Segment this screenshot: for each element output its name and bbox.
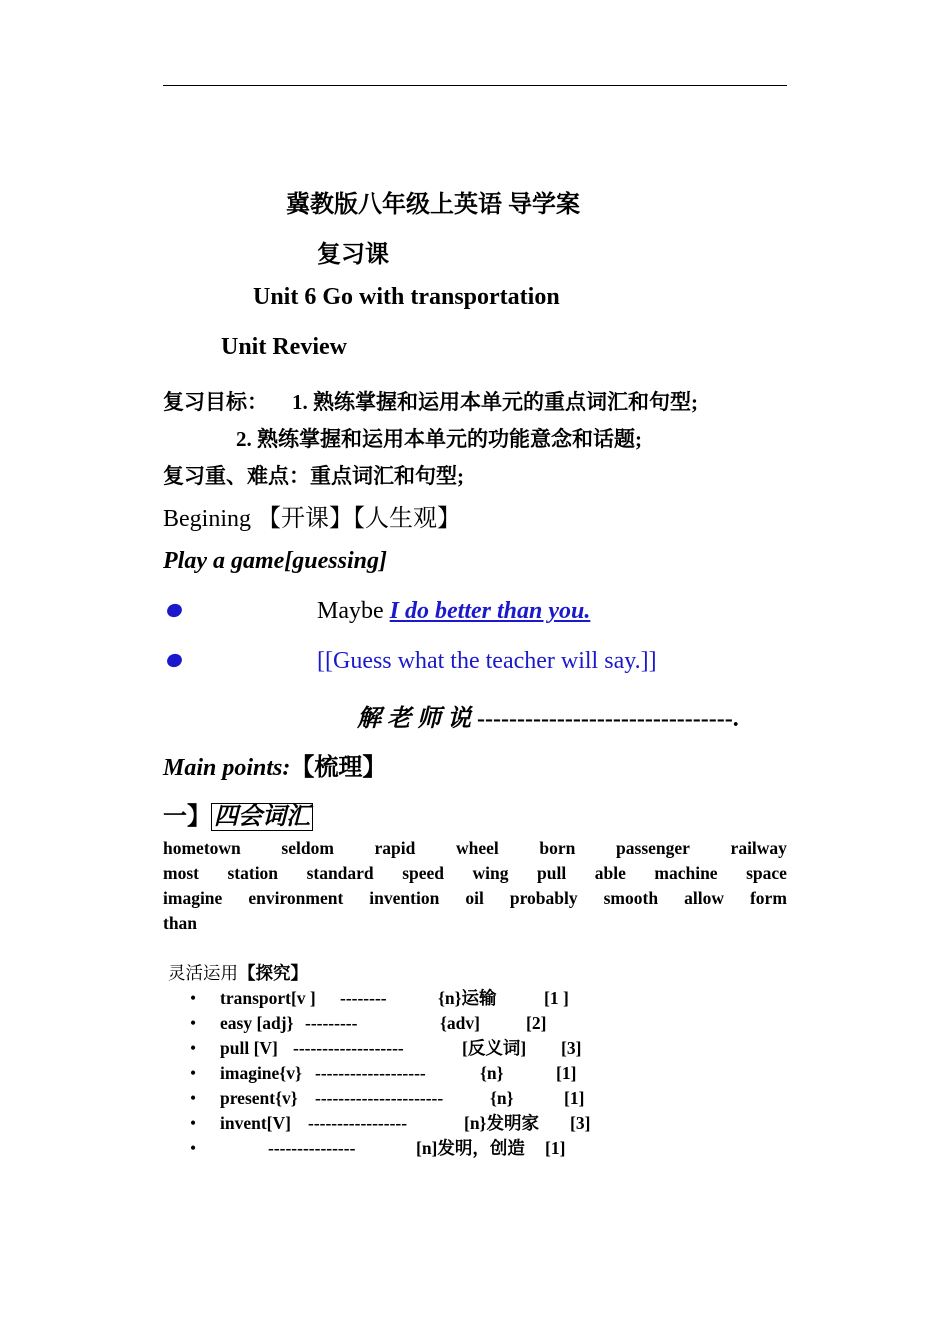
vocab-word: pull: [537, 863, 567, 883]
practice-word: easy [adj}: [220, 1013, 294, 1033]
list-item: [190, 1111, 610, 1136]
vocab-word: invention: [369, 888, 440, 908]
vocab-word: standard: [306, 863, 374, 883]
vocab-word: seldom: [281, 838, 334, 858]
main-points-label: Main points:: [163, 755, 291, 781]
vocab-word: born: [539, 838, 576, 858]
vocab-word: form: [749, 888, 787, 908]
document-title: 冀教版八年级上英语 导学案: [286, 192, 580, 218]
practice-label: 灵活运用: [168, 963, 238, 983]
bullet-icon: •: [190, 1038, 197, 1058]
vocab-row: [163, 836, 787, 861]
practice-answer: [反义词]: [462, 1038, 527, 1058]
bullet-1-prefix: Maybe: [317, 598, 390, 624]
practice-dash: ----------------------: [315, 1088, 444, 1108]
vocab-word: environment: [248, 888, 344, 908]
practice-answer: {n}运输: [438, 988, 497, 1008]
teacher-says-blank: --------------------------------.: [477, 706, 739, 732]
vocab-word: allow: [684, 888, 724, 908]
section-1-heading: [163, 796, 313, 831]
bullet-icon: •: [190, 1013, 197, 1033]
vocab-word: machine: [654, 863, 718, 883]
practice-answer: [n}发明家: [464, 1113, 539, 1133]
list-item: [190, 1011, 590, 1036]
practice-score: [1]: [545, 1138, 566, 1158]
bullet-1-link[interactable]: I do better than you.: [389, 598, 591, 624]
list-item: [190, 986, 590, 1011]
practice-word: present{v}: [220, 1088, 298, 1108]
practice-word: pull [V]: [220, 1038, 278, 1058]
bullet-icon: •: [190, 988, 197, 1008]
practice-score: [2]: [526, 1013, 547, 1033]
teacher-says-label: 解老师说: [357, 706, 477, 732]
key-points: 复习重、难点：重点词汇和句型;: [163, 464, 464, 488]
practice-label-bold: 【探究】: [238, 963, 308, 983]
practice-word: imagine{v}: [220, 1063, 302, 1083]
document-subtitle: 复习课: [317, 242, 389, 268]
bullet-icon: •: [190, 1088, 197, 1108]
practice-word: invent[V]: [220, 1113, 291, 1133]
bullet-dot-icon: [165, 602, 184, 619]
vocab-word: space: [746, 863, 787, 883]
vocab-word: wheel: [456, 838, 499, 858]
unit-review-heading: Unit Review: [221, 334, 347, 360]
practice-dash: -----------------: [308, 1113, 408, 1133]
goals-label: 复习目标：: [163, 390, 268, 414]
list-item: [190, 1061, 610, 1086]
practice-answer: [n]发明，创造: [416, 1138, 525, 1158]
practice-answer: {adv]: [440, 1013, 480, 1033]
practice-dash: -------------------: [315, 1063, 426, 1083]
header-rule: [163, 85, 787, 86]
goal-item-1: 1. 熟练掌握和运用本单元的重点词汇和句型;: [292, 390, 698, 414]
practice-word: transport[v ]: [220, 988, 316, 1008]
main-points-heading: [163, 747, 386, 782]
vocab-word: smooth: [603, 888, 659, 908]
vocab-word: rapid: [374, 838, 416, 858]
practice-dash: --------: [340, 988, 387, 1008]
practice-score: [3]: [570, 1113, 591, 1133]
vocab-word: speed: [402, 863, 444, 883]
vocab-word: hometown: [163, 838, 241, 858]
practice-score: [1]: [564, 1088, 585, 1108]
vocab-row: [163, 861, 787, 886]
practice-heading: [168, 960, 308, 985]
vocab-row: [163, 886, 787, 911]
vocab-word: most: [163, 863, 199, 883]
practice-dash: -------------------: [293, 1038, 404, 1058]
practice-dash: ---------------: [268, 1138, 356, 1158]
list-item: [190, 1086, 610, 1111]
vocab-word: probably: [509, 888, 578, 908]
section-1-title: 四会词汇: [211, 803, 313, 831]
bullet-icon: •: [190, 1113, 197, 1133]
teacher-says-line: [357, 698, 739, 733]
bullet-line-1: [317, 598, 590, 625]
bullet-line-2: [[Guess what the teacher will say.]]: [317, 648, 657, 674]
main-points-label-cn: 【梳理】: [290, 755, 387, 781]
list-item: [190, 1036, 610, 1061]
practice-score: [3]: [561, 1038, 582, 1058]
vocab-word: than: [163, 913, 198, 933]
practice-answer: {n}: [480, 1063, 504, 1083]
goal-item-2: 2. 熟练掌握和运用本单元的功能意念和话题;: [236, 427, 642, 451]
vocabulary-list: [163, 836, 787, 936]
vocab-word: railway: [730, 838, 787, 858]
bullet-icon: •: [190, 1138, 197, 1158]
unit-title: Unit 6 Go with transportation: [253, 284, 560, 310]
vocab-word: able: [594, 863, 626, 883]
bullet-icon: •: [190, 1063, 197, 1083]
section-1-prefix: 一】: [163, 804, 211, 830]
game-heading: Play a game[guessing]: [163, 548, 387, 574]
practice-dash: ---------: [305, 1013, 358, 1033]
vocab-word: station: [227, 863, 279, 883]
bullet-dot-icon: [165, 652, 184, 669]
practice-answer: {n}: [490, 1088, 514, 1108]
vocab-word: imagine: [163, 888, 223, 908]
vocab-word: passenger: [616, 838, 690, 858]
practice-score: [1]: [556, 1063, 577, 1083]
list-item: [190, 1136, 610, 1161]
vocab-word: wing: [472, 863, 509, 883]
practice-score: [1 ]: [544, 988, 569, 1008]
beginning-line: Begining 【开课】【人生观】: [163, 506, 461, 532]
vocab-word: oil: [465, 888, 484, 908]
vocab-row: [163, 911, 787, 936]
